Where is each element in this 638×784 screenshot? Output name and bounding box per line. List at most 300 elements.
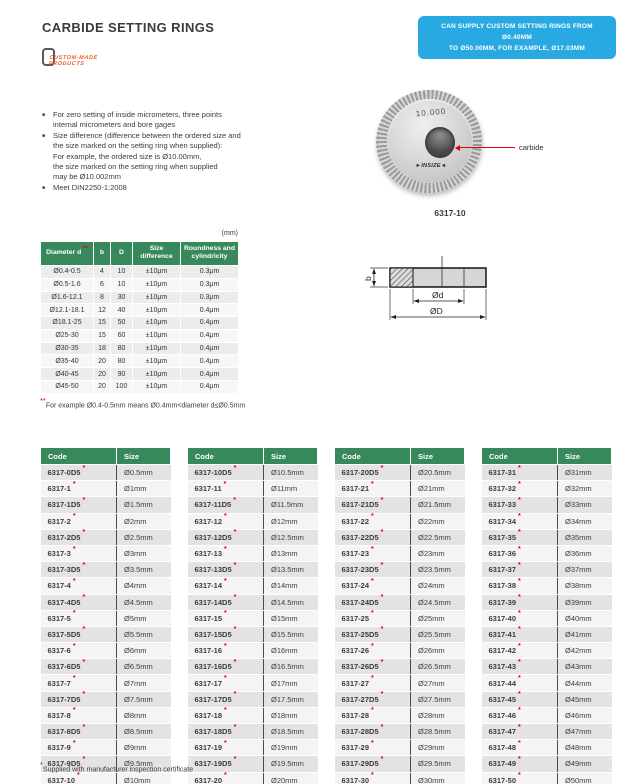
order-size-cell: Ø11.5mm xyxy=(264,497,318,513)
order-code-cell: 6317-44 * xyxy=(482,675,558,691)
order-code-cell: 6317-21 * xyxy=(335,481,411,497)
order-code-cell: 6317-28D5 * xyxy=(335,724,411,740)
order-row xyxy=(188,594,318,610)
order-row xyxy=(335,545,465,561)
order-size-cell: Ø45mm xyxy=(558,691,612,707)
spec-row xyxy=(41,329,239,342)
spec-row xyxy=(41,355,239,368)
order-size-cell: Ø28.5mm xyxy=(411,724,465,740)
spec-cell: 0.4μm xyxy=(181,368,239,381)
order-code-cell: 6317-5 * xyxy=(41,610,117,626)
order-row xyxy=(188,497,318,513)
order-size-cell: Ø15.5mm xyxy=(264,626,318,642)
custom-made-stamp xyxy=(42,48,152,72)
spec-cell: 18 xyxy=(94,342,111,355)
order-code-cell: 6317-18 * xyxy=(188,707,264,723)
order-code-cell: 6317-21D5 * xyxy=(335,497,411,513)
order-size-cell: Ø16mm xyxy=(264,643,318,659)
order-row xyxy=(335,562,465,578)
spec-cell: Ø35-40 xyxy=(41,355,94,368)
order-size-cell: Ø13mm xyxy=(264,545,318,561)
spec-cell: 0.4μm xyxy=(181,317,239,330)
order-size-cell: Ø17.5mm xyxy=(264,691,318,707)
order-size-cell: Ø11mm xyxy=(264,481,318,497)
order-code-cell: 6317-30 * xyxy=(335,772,411,784)
order-code-cell: 6317-3D5 * xyxy=(41,562,117,578)
spec-cell: Ø45-50 xyxy=(41,381,94,394)
order-code-cell: 6317-6 * xyxy=(41,643,117,659)
spec-cell: 10 xyxy=(111,265,133,278)
order-code-cell: 6317-12 * xyxy=(188,513,264,529)
ring-marked-size: 10.000 xyxy=(415,106,447,119)
spec-cell: ±10μm xyxy=(133,291,181,304)
spec-cell: 0.4μm xyxy=(181,329,239,342)
spec-cell: 80 xyxy=(111,342,133,355)
order-row xyxy=(188,691,318,707)
order-code-cell: 6317-13 * xyxy=(188,545,264,561)
order-size-cell: Ø3mm xyxy=(117,545,171,561)
order-row xyxy=(41,707,171,723)
dimension-label-b: b xyxy=(363,276,373,281)
order-row xyxy=(335,626,465,642)
spec-cell: ±10μm xyxy=(133,278,181,291)
spec-cell: ±10μm xyxy=(133,342,181,355)
order-row xyxy=(41,610,171,626)
order-size-cell: Ø24.5mm xyxy=(411,594,465,610)
order-row xyxy=(482,691,612,707)
spec-cell: 0.4μm xyxy=(181,355,239,368)
order-size-cell: Ø18.5mm xyxy=(264,724,318,740)
order-size-cell: Ø32mm xyxy=(558,481,612,497)
order-row xyxy=(335,691,465,707)
order-row xyxy=(41,513,171,529)
order-size-cell: Ø20.5mm xyxy=(411,465,465,481)
order-code-cell: 6317-28 * xyxy=(335,707,411,723)
order-row xyxy=(335,465,465,481)
spec-cell: 20 xyxy=(94,368,111,381)
order-row xyxy=(335,497,465,513)
order-row xyxy=(41,659,171,675)
order-size-cell: Ø38mm xyxy=(558,578,612,594)
order-table-2 xyxy=(187,447,318,784)
order-header-code: Code xyxy=(335,448,411,465)
order-size-cell: Ø22.5mm xyxy=(411,529,465,545)
order-size-cell: Ø28mm xyxy=(411,707,465,723)
order-code-cell: 6317-27 * xyxy=(335,675,411,691)
order-header-code: Code xyxy=(188,448,264,465)
spec-cell: ±10μm xyxy=(133,355,181,368)
order-code-cell: 6317-2 * xyxy=(41,513,117,529)
order-row xyxy=(335,756,465,772)
order-header-row xyxy=(482,448,612,465)
order-row xyxy=(41,643,171,659)
setting-ring-photo-bore xyxy=(425,127,455,158)
footnote-marker-icon: * xyxy=(40,760,43,769)
order-row xyxy=(482,562,612,578)
order-size-cell: Ø3.5mm xyxy=(117,562,171,578)
spec-cell: 60 xyxy=(111,329,133,342)
order-row xyxy=(335,707,465,723)
order-row xyxy=(188,513,318,529)
order-code-cell: 6317-23 * xyxy=(335,545,411,561)
order-size-cell: Ø44mm xyxy=(558,675,612,691)
order-row xyxy=(188,724,318,740)
spec-cell: 8 xyxy=(94,291,111,304)
order-size-cell: Ø39mm xyxy=(558,594,612,610)
spec-header-size-difference: Size difference xyxy=(133,242,181,266)
order-header-size: Size xyxy=(558,448,612,465)
order-size-cell: Ø12mm xyxy=(264,513,318,529)
order-row xyxy=(482,529,612,545)
spec-cell: 4 xyxy=(94,265,111,278)
order-size-cell: Ø49mm xyxy=(558,756,612,772)
order-header-code: Code xyxy=(41,448,117,465)
banner-line-1: CAN SUPPLY CUSTOM SETTING RINGS FROM Ø0.40MM xyxy=(441,23,593,42)
order-row xyxy=(335,724,465,740)
order-header-size: Size xyxy=(117,448,171,465)
order-size-cell: Ø24mm xyxy=(411,578,465,594)
order-code-cell: 6317-17 * xyxy=(188,675,264,691)
order-code-cell: 6317-9D5 * xyxy=(41,756,117,772)
order-code-cell: 6317-29 * xyxy=(335,740,411,756)
order-row xyxy=(482,610,612,626)
order-row xyxy=(41,481,171,497)
order-code-cell: 6317-0D5 * xyxy=(41,465,117,481)
footnote-marker-icon: ** xyxy=(83,245,88,252)
product-code-caption: 6317-10 xyxy=(434,208,466,218)
order-size-cell: Ø15mm xyxy=(264,610,318,626)
order-code-cell: 6317-38 * xyxy=(482,578,558,594)
spec-header-diameter: Diameter d ** xyxy=(41,242,94,266)
order-size-cell: Ø5.5mm xyxy=(117,626,171,642)
order-code-cell: 6317-39 * xyxy=(482,594,558,610)
order-row xyxy=(41,465,171,481)
spec-cell: ±10μm xyxy=(133,368,181,381)
spec-cell: ±10μm xyxy=(133,317,181,330)
order-size-cell: Ø19mm xyxy=(264,740,318,756)
order-size-cell: Ø13.5mm xyxy=(264,562,318,578)
order-size-cell: Ø33mm xyxy=(558,497,612,513)
spec-row xyxy=(41,265,239,278)
spec-cell: Ø12.1-18.1 xyxy=(41,304,94,317)
order-code-cell: 6317-20 * xyxy=(188,772,264,784)
order-size-cell: Ø37mm xyxy=(558,562,612,578)
order-size-cell: Ø26mm xyxy=(411,643,465,659)
order-header-code: Code xyxy=(482,448,558,465)
order-code-cell: 6317-47 * xyxy=(482,724,558,740)
order-size-cell: Ø12.5mm xyxy=(264,529,318,545)
spec-cell: 90 xyxy=(111,368,133,381)
order-code-cell: 6317-15 * xyxy=(188,610,264,626)
order-row xyxy=(41,740,171,756)
custom-supply-banner xyxy=(418,16,616,59)
brand-arrow-left-icon: ► xyxy=(415,163,422,169)
order-header-row xyxy=(41,448,171,465)
order-code-cell: 6317-34 * xyxy=(482,513,558,529)
order-size-cell: Ø22mm xyxy=(411,513,465,529)
order-code-cell: 6317-11D5 * xyxy=(188,497,264,513)
order-code-cell: 6317-8D5 * xyxy=(41,724,117,740)
order-row xyxy=(188,772,318,784)
order-row xyxy=(482,659,612,675)
stamp-text: CUSTOM-MADE PRODUCTS xyxy=(48,55,99,68)
order-size-cell: Ø40mm xyxy=(558,610,612,626)
spec-header-b: b xyxy=(94,242,111,266)
order-row xyxy=(188,659,318,675)
order-code-cell: 6317-48 * xyxy=(482,740,558,756)
order-code-cell: 6317-19D5 * xyxy=(188,756,264,772)
brand-name: INSIZE xyxy=(421,163,441,169)
dimension-label-inner-diameter: Ød xyxy=(432,290,444,300)
order-size-cell: Ø7.5mm xyxy=(117,691,171,707)
order-row xyxy=(482,465,612,481)
spec-cell: 0.3μm xyxy=(181,291,239,304)
order-size-cell: Ø16.5mm xyxy=(264,659,318,675)
spec-cell: 0.4μm xyxy=(181,304,239,317)
unit-label: (mm) xyxy=(221,230,238,237)
order-code-cell: 6317-5D5 * xyxy=(41,626,117,642)
order-row xyxy=(41,545,171,561)
order-row xyxy=(335,740,465,756)
order-row xyxy=(482,740,612,756)
spec-header-D: D xyxy=(111,242,133,266)
order-code-cell: 6317-10 * xyxy=(41,772,117,784)
order-size-cell: Ø4.5mm xyxy=(117,594,171,610)
feature-list xyxy=(42,110,352,193)
order-size-cell: Ø20mm xyxy=(264,772,318,784)
feature-item: ■ For zero setting of inside micrometers, three points internal micrometers and bore gages xyxy=(42,110,352,131)
order-code-cell: 6317-36 * xyxy=(482,545,558,561)
order-row xyxy=(41,724,171,740)
order-row xyxy=(482,626,612,642)
order-size-cell: Ø8mm xyxy=(117,707,171,723)
order-row xyxy=(335,675,465,691)
order-code-cell: 6317-9 * xyxy=(41,740,117,756)
spec-cell: 20 xyxy=(94,381,111,394)
order-code-cell: 6317-20D5 * xyxy=(335,465,411,481)
order-code-cell: 6317-7 * xyxy=(41,675,117,691)
order-row xyxy=(335,610,465,626)
order-row xyxy=(335,529,465,545)
spec-row xyxy=(41,317,239,330)
order-size-cell: Ø27.5mm xyxy=(411,691,465,707)
spec-cell: 80 xyxy=(111,355,133,368)
order-row xyxy=(188,675,318,691)
order-code-cell: 6317-4D5 * xyxy=(41,594,117,610)
order-code-cell: 6317-3 * xyxy=(41,545,117,561)
spec-cell: Ø18.1-25 xyxy=(41,317,94,330)
order-code-cell: 6317-37 * xyxy=(482,562,558,578)
order-row xyxy=(41,626,171,642)
order-row xyxy=(335,643,465,659)
spec-cell: Ø0.5-1.6 xyxy=(41,278,94,291)
order-row xyxy=(482,707,612,723)
order-size-cell: Ø18mm xyxy=(264,707,318,723)
order-row xyxy=(188,481,318,497)
spec-cell: ±10μm xyxy=(133,304,181,317)
order-row xyxy=(41,675,171,691)
spec-cell: ±10μm xyxy=(133,329,181,342)
order-code-cell: 6317-24D5 * xyxy=(335,594,411,610)
spec-cell: Ø25-30 xyxy=(41,329,94,342)
spec-cell: 30 xyxy=(111,291,133,304)
order-row xyxy=(335,594,465,610)
order-code-cell: 6317-26 * xyxy=(335,643,411,659)
order-size-cell: Ø36mm xyxy=(558,545,612,561)
order-code-cell: 6317-24 * xyxy=(335,578,411,594)
dimension-label-outer-diameter: ØD xyxy=(430,306,443,316)
order-code-cell: 6317-16D5 * xyxy=(188,659,264,675)
order-size-cell: Ø8.5mm xyxy=(117,724,171,740)
spec-row xyxy=(41,368,239,381)
spec-row xyxy=(41,304,239,317)
spec-cell: Ø1.6-12.1 xyxy=(41,291,94,304)
spec-cell: 12 xyxy=(94,304,111,317)
order-code-cell: 6317-15D5 * xyxy=(188,626,264,642)
order-size-cell: Ø23.5mm xyxy=(411,562,465,578)
order-code-cell: 6317-17D5 * xyxy=(188,691,264,707)
order-code-cell: 6317-8 * xyxy=(41,707,117,723)
spec-cell: 50 xyxy=(111,317,133,330)
order-row xyxy=(335,659,465,675)
order-size-cell: Ø2.5mm xyxy=(117,529,171,545)
order-row xyxy=(41,578,171,594)
spec-cell: Ø30-35 xyxy=(41,342,94,355)
footnote-marker-icon: ** xyxy=(40,396,46,405)
order-size-cell: Ø1mm xyxy=(117,481,171,497)
order-code-cell: 6317-7D5 * xyxy=(41,691,117,707)
order-size-cell: Ø26.5mm xyxy=(411,659,465,675)
order-size-cell: Ø27mm xyxy=(411,675,465,691)
order-row xyxy=(188,610,318,626)
order-size-cell: Ø17mm xyxy=(264,675,318,691)
order-code-cell: 6317-22 * xyxy=(335,513,411,529)
brand-arrow-right-icon: ◄ xyxy=(440,163,447,169)
order-code-cell: 6317-4 * xyxy=(41,578,117,594)
order-code-cell: 6317-46 * xyxy=(482,707,558,723)
order-size-cell: Ø10mm xyxy=(117,772,171,784)
order-code-cell: 6317-1 * xyxy=(41,481,117,497)
order-code-cell: 6317-29D5 * xyxy=(335,756,411,772)
spec-header-row xyxy=(41,242,239,266)
spec-cell: 0.3μm xyxy=(181,278,239,291)
order-row xyxy=(41,691,171,707)
order-code-cell: 6317-41 * xyxy=(482,626,558,642)
order-size-cell: Ø41mm xyxy=(558,626,612,642)
order-row xyxy=(482,578,612,594)
order-code-cell: 6317-42 * xyxy=(482,643,558,659)
order-size-cell: Ø25mm xyxy=(411,610,465,626)
order-code-cell: 6317-11 * xyxy=(188,481,264,497)
order-code-cell: 6317-19 * xyxy=(188,740,264,756)
brand-logo xyxy=(401,163,461,169)
order-code-cell: 6317-50 * xyxy=(482,772,558,784)
order-code-cell: 6317-1D5 * xyxy=(41,497,117,513)
order-size-cell: Ø2mm xyxy=(117,513,171,529)
order-row xyxy=(41,594,171,610)
order-row xyxy=(41,497,171,513)
spec-cell: 10 xyxy=(111,278,133,291)
spec-cell: 0.3μm xyxy=(181,265,239,278)
order-code-cell: 6317-40 * xyxy=(482,610,558,626)
order-row xyxy=(188,626,318,642)
spec-cell: 0.4μm xyxy=(181,342,239,355)
order-code-cell: 6317-14 * xyxy=(188,578,264,594)
order-row xyxy=(188,545,318,561)
order-size-cell: Ø7mm xyxy=(117,675,171,691)
order-row xyxy=(335,513,465,529)
order-code-cell: 6317-2D5 * xyxy=(41,529,117,545)
order-code-cell: 6317-25D5 * xyxy=(335,626,411,642)
order-row xyxy=(482,724,612,740)
spec-cell: 0.4μm xyxy=(181,381,239,394)
spec-footnote: **For example Ø0.4-0.5mm means Ø0.4mm<diameter d≤Ø0.5mm xyxy=(40,396,246,410)
banner-line-2: TO Ø50.00MM, FOR EXAMPLE, Ø17.03MM xyxy=(449,45,585,53)
order-size-cell: Ø42mm xyxy=(558,643,612,659)
order-row xyxy=(335,578,465,594)
order-size-cell: Ø6mm xyxy=(117,643,171,659)
order-row xyxy=(335,772,465,784)
order-size-cell: Ø50mm xyxy=(558,772,612,784)
spec-row xyxy=(41,278,239,291)
order-size-cell: Ø29.5mm xyxy=(411,756,465,772)
order-header-row xyxy=(188,448,318,465)
spec-cell: 100 xyxy=(111,381,133,394)
order-size-cell: Ø43mm xyxy=(558,659,612,675)
order-header-size: Size xyxy=(411,448,465,465)
order-size-cell: Ø25.5mm xyxy=(411,626,465,642)
spec-cell: 6 xyxy=(94,278,111,291)
order-size-cell: Ø4mm xyxy=(117,578,171,594)
order-size-cell: Ø14mm xyxy=(264,578,318,594)
order-row xyxy=(41,529,171,545)
order-table-3 xyxy=(334,447,465,784)
order-size-cell: Ø5mm xyxy=(117,610,171,626)
order-code-cell: 6317-31 * xyxy=(482,465,558,481)
order-size-cell: Ø46mm xyxy=(558,707,612,723)
spec-cell: 20 xyxy=(94,355,111,368)
spec-cell: Ø0.4-0.5 xyxy=(41,265,94,278)
order-row xyxy=(188,740,318,756)
order-row xyxy=(482,643,612,659)
order-code-cell: 6317-43 * xyxy=(482,659,558,675)
order-size-cell: Ø48mm xyxy=(558,740,612,756)
spec-cell: 15 xyxy=(94,317,111,330)
order-code-cell: 6317-22D5 * xyxy=(335,529,411,545)
order-row xyxy=(188,578,318,594)
spec-cell: 15 xyxy=(94,329,111,342)
order-code-cell: 6317-32 * xyxy=(482,481,558,497)
page-title: CARBIDE SETTING RINGS xyxy=(42,20,215,35)
order-code-cell: 6317-45 * xyxy=(482,691,558,707)
order-row xyxy=(335,481,465,497)
order-size-cell: Ø47mm xyxy=(558,724,612,740)
order-size-cell: Ø14.5mm xyxy=(264,594,318,610)
order-size-cell: Ø19.5mm xyxy=(264,756,318,772)
order-size-cell: Ø23mm xyxy=(411,545,465,561)
order-code-cell: 6317-26D5 * xyxy=(335,659,411,675)
order-size-cell: Ø10.5mm xyxy=(264,465,318,481)
order-row xyxy=(482,772,612,784)
order-row xyxy=(482,594,612,610)
order-code-cell: 6317-14D5 * xyxy=(188,594,264,610)
spec-cell: ±10μm xyxy=(133,381,181,394)
order-row xyxy=(482,497,612,513)
order-header-row xyxy=(335,448,465,465)
order-code-cell: 6317-6D5 * xyxy=(41,659,117,675)
order-code-cell: 6317-49 * xyxy=(482,756,558,772)
feature-item: ■ Size difference (difference between the ordered size and the size marked on the setting ring when supplied): For example, the ordered size is Ø10.00mm, the size marked on the setting ring when supplied may be Ø10.002mm xyxy=(42,131,352,183)
